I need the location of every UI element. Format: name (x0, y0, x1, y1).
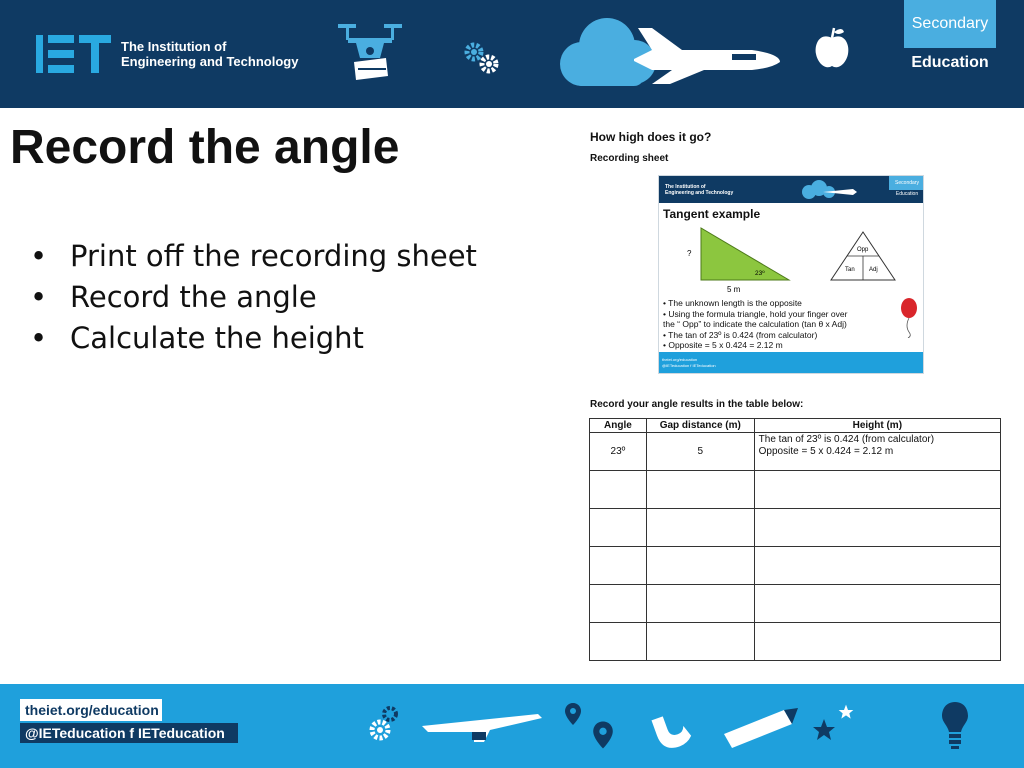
right-triangle (701, 228, 789, 280)
height-line1: The tan of 23º is 0.424 (from calculator) (758, 434, 935, 445)
empty-cell[interactable] (754, 509, 1000, 547)
empty-cell[interactable] (646, 547, 754, 585)
org-name-line1: The Institution of (121, 39, 227, 54)
thumbnail-org-line2: Engineering and Technology (665, 190, 734, 196)
thumbnail-education-label: Education (895, 191, 919, 197)
lightbulb-icon (940, 700, 970, 750)
thumbnail-footer-social: @IETeducation f IETeducation (662, 363, 716, 368)
empty-cell[interactable] (646, 471, 754, 509)
iet-logo-text (121, 39, 298, 69)
footer-social-links[interactable]: @IETeducation f IETeducation (20, 723, 238, 743)
cell-angle: 23º (590, 433, 647, 471)
bullet-item (30, 318, 477, 359)
pencil-icon (720, 706, 800, 748)
gears-icon (462, 40, 502, 76)
header-banner (0, 0, 1024, 108)
magnet-icon (650, 708, 694, 748)
bullet-text: Record the angle (70, 280, 317, 314)
base-label: 5 m (727, 285, 741, 294)
angle-label: 23º (755, 270, 765, 277)
bullet-text: Print off the recording sheet (70, 239, 477, 273)
cell-height (754, 433, 1000, 471)
education-label: Education (911, 54, 989, 71)
bullet-item (30, 236, 477, 277)
thumbnail-footer (659, 352, 924, 374)
empty-cell[interactable] (754, 585, 1000, 623)
table-row (590, 585, 1001, 623)
thumbnail-cloud-icon (799, 180, 859, 200)
height-line2: Opposite = 5 x 0.424 = 2.12 m (758, 446, 894, 457)
iet-logo[interactable] (36, 34, 298, 74)
footer-gears-icon (368, 704, 404, 742)
empty-cell[interactable] (646, 585, 754, 623)
bullet-list (30, 236, 477, 359)
bullet-dot: • (30, 280, 48, 314)
glider-icon (420, 712, 544, 748)
results-table (589, 418, 1001, 661)
page-title: Record the angle (10, 121, 400, 174)
empty-cell[interactable] (590, 509, 647, 547)
thumbnail-point: • The tan of 23º is 0.424 (from calculator) (663, 329, 818, 340)
bullet-text: Calculate the height (70, 321, 364, 355)
bullet-dot: • (30, 321, 48, 355)
thumbnail-title: Tangent example (663, 207, 761, 221)
apple-icon (812, 26, 852, 70)
map-pin-icon (592, 720, 614, 750)
star-icon (812, 718, 836, 742)
table-header-row (590, 419, 1001, 433)
worksheet-title: How high does it go? (590, 130, 712, 144)
empty-cell[interactable] (646, 623, 754, 661)
thumbnail-secondary-badge: Secondary (889, 176, 924, 190)
table-instruction: Record your angle results in the table below: (590, 399, 804, 410)
worksheet-subtitle: Recording sheet (590, 153, 669, 164)
thumbnail-footer-text (662, 357, 716, 369)
formula-opp-label: Opp (857, 247, 869, 253)
header-height: Height (m) (754, 419, 1000, 433)
thumbnail-point: • Opposite = 5 x 0.424 = 2.12 m (663, 340, 783, 350)
table-row (590, 433, 1001, 471)
org-name-line2: Engineering and Technology (121, 54, 299, 69)
balloon-icon (899, 298, 919, 338)
empty-cell[interactable] (646, 509, 754, 547)
thumbnail-org-line1: The Institution of (665, 184, 706, 190)
bullet-item (30, 277, 477, 318)
triangle-diagram (659, 222, 924, 298)
unknown-side-label: ? (687, 249, 692, 258)
thumbnail-footer-url: theiet.org/education (662, 357, 698, 362)
formula-adj-label: Adj (869, 267, 878, 273)
thumbnail-point: the “ Opp” to indicate the calculation (tan θ x Adj) (663, 319, 847, 329)
formula-tan-label: Tan (845, 267, 855, 273)
header-angle: Angle (590, 419, 647, 433)
bullet-dot: • (30, 239, 48, 273)
space-shuttle-icon (612, 24, 784, 88)
table-row (590, 623, 1001, 661)
thumbnail-point: • Using the formula triangle, hold your finger over (663, 308, 848, 319)
thumbnail-point: • The unknown length is the opposite (663, 298, 802, 308)
table-row (590, 471, 1001, 509)
empty-cell[interactable] (754, 623, 1000, 661)
footer-url-link[interactable]: theiet.org/education (20, 699, 162, 721)
star-icon (838, 704, 854, 720)
thumbnail-points (663, 298, 847, 351)
iet-logo-mark (36, 35, 111, 73)
map-pin-icon (564, 702, 582, 726)
cell-gap: 5 (646, 433, 754, 471)
empty-cell[interactable] (590, 623, 647, 661)
table-row (590, 509, 1001, 547)
empty-cell[interactable] (590, 585, 647, 623)
secondary-badge: Secondary (904, 0, 996, 48)
thumbnail-logo (665, 184, 733, 196)
tangent-example-thumbnail (658, 175, 924, 374)
header-gap-distance: Gap distance (m) (646, 419, 754, 433)
table-row (590, 547, 1001, 585)
empty-cell[interactable] (590, 547, 647, 585)
empty-cell[interactable] (754, 547, 1000, 585)
thumbnail-header (659, 176, 924, 203)
empty-cell[interactable] (754, 471, 1000, 509)
empty-cell[interactable] (590, 471, 647, 509)
drone-icon (334, 18, 406, 88)
